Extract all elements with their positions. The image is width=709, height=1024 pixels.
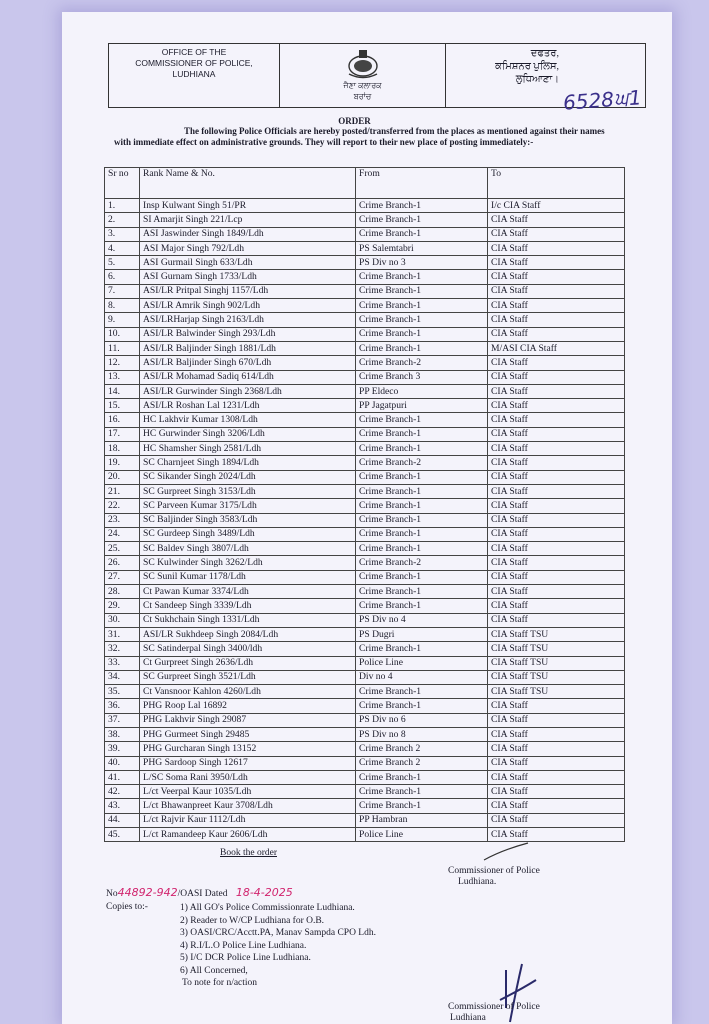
cell-from: Crime Branch-1 — [356, 699, 488, 713]
cell-rank-name: PHG Sardoop Singh 12617 — [140, 756, 356, 770]
order-intro: The following Police Officials are hereby posted/transferred from the places as mentioned against their names with immediate effect on administrative grounds. They will report to their new place of posting immediately:- — [114, 126, 605, 147]
cell-to: CIA Staff TSU — [488, 642, 625, 656]
police-emblem-icon — [343, 48, 383, 80]
table-row — [105, 241, 625, 255]
cell-from: Crime Branch-2 — [356, 456, 488, 470]
table-row — [105, 570, 625, 584]
cell-from: Div no 4 — [356, 670, 488, 684]
office-line: OFFICE OF THE — [161, 47, 227, 57]
table-row — [105, 270, 625, 284]
cell-sr-no: 43. — [105, 799, 140, 813]
commissioner-city: Ludhiana — [450, 1013, 486, 1023]
table-row — [105, 313, 625, 327]
table-row — [105, 599, 625, 613]
table-row — [105, 627, 625, 641]
table-row — [105, 256, 625, 270]
table-row — [105, 642, 625, 656]
table-row — [105, 427, 625, 441]
cell-rank-name: ASI/LRHarjap Singh 2163/Ldh — [140, 313, 356, 327]
transfer-table — [104, 167, 625, 842]
cell-rank-name: Ct Gurpreet Singh 2636/Ldh — [140, 656, 356, 670]
cell-sr-no: 22. — [105, 499, 140, 513]
copies-label: Copies to:- — [106, 902, 148, 912]
cell-sr-no: 10. — [105, 327, 140, 341]
table-row — [105, 713, 625, 727]
cell-from: Crime Branch 2 — [356, 756, 488, 770]
gurmukhi-line: ਕਮਿਸ਼ਨਰ ਪੁਲਿਸ, — [495, 61, 559, 72]
cell-rank-name: PHG Lakhvir Singh 29087 — [140, 713, 356, 727]
cell-to: CIA Staff — [488, 356, 625, 370]
no-suffix: /OASI Dated — [177, 889, 228, 899]
cell-from: Crime Branch-1 — [356, 499, 488, 513]
cell-rank-name: SC Parveen Kumar 3175/Ldh — [140, 499, 356, 513]
cell-from: Crime Branch-1 — [356, 213, 488, 227]
handwritten-file-number: 6528ਘ1 — [562, 85, 643, 115]
cell-sr-no: 12. — [105, 356, 140, 370]
table-row — [105, 299, 625, 313]
handwritten-dispatch-number: 44892-942 — [117, 886, 178, 899]
cell-from: Crime Branch-1 — [356, 570, 488, 584]
no-prefix: No — [106, 889, 118, 899]
cell-from: PS Div no 6 — [356, 713, 488, 727]
cell-sr-no: 39. — [105, 742, 140, 756]
book-the-order: Book the order — [220, 848, 277, 858]
commissioner-title: Commissioner of Police — [448, 866, 540, 876]
cell-from: Crime Branch-1 — [356, 341, 488, 355]
cell-from: Crime Branch-1 — [356, 770, 488, 784]
cell-to: CIA Staff — [488, 742, 625, 756]
table-row — [105, 442, 625, 456]
cell-to: CIA Staff — [488, 413, 625, 427]
cell-rank-name: SC Baldev Singh 3807/Ldh — [140, 542, 356, 556]
cell-to: CIA Staff — [488, 556, 625, 570]
cell-rank-name: SC Gurpreet Singh 3153/Ldh — [140, 484, 356, 498]
cell-to: CIA Staff — [488, 241, 625, 255]
cell-to: CIA Staff — [488, 828, 625, 842]
cell-from: Crime Branch-1 — [356, 785, 488, 799]
cell-from: PP Eldeco — [356, 384, 488, 398]
cell-rank-name: SC Gurpreet Singh 3521/Ldh — [140, 670, 356, 684]
table-row — [105, 799, 625, 813]
cell-rank-name: HC Gurwinder Singh 3206/Ldh — [140, 427, 356, 441]
cell-sr-no: 16. — [105, 413, 140, 427]
cell-to: CIA Staff — [488, 456, 625, 470]
cell-from: Crime Branch-1 — [356, 199, 488, 213]
header-from: From — [356, 168, 488, 199]
cell-sr-no: 4. — [105, 241, 140, 255]
cell-to: CIA Staff — [488, 527, 625, 541]
table-row — [105, 785, 625, 799]
cell-to: CIA Staff — [488, 813, 625, 827]
cell-sr-no: 25. — [105, 542, 140, 556]
table-row — [105, 756, 625, 770]
cell-sr-no: 24. — [105, 527, 140, 541]
cell-sr-no: 40. — [105, 756, 140, 770]
table-header-row — [105, 168, 625, 199]
cell-from: Crime Branch-2 — [356, 556, 488, 570]
cell-to: CIA Staff — [488, 327, 625, 341]
cell-sr-no: 7. — [105, 284, 140, 298]
cell-rank-name: SC Satinderpal Singh 3400/ldh — [140, 642, 356, 656]
cell-sr-no: 32. — [105, 642, 140, 656]
cell-from: Police Line — [356, 656, 488, 670]
cell-sr-no: 14. — [105, 384, 140, 398]
cell-rank-name: ASI/LR Roshan Lal 1231/Ldh — [140, 399, 356, 413]
cell-sr-no: 15. — [105, 399, 140, 413]
table-row — [105, 613, 625, 627]
branch-name-line: ਬਰਾਂਚ — [353, 92, 372, 101]
table-row — [105, 213, 625, 227]
cell-to: CIA Staff — [488, 470, 625, 484]
cell-from: Crime Branch-1 — [356, 527, 488, 541]
dispatch-number-line — [106, 886, 293, 899]
header-to: To — [488, 168, 625, 199]
table-row — [105, 484, 625, 498]
cell-rank-name: Insp Kulwant Singh 51/PR — [140, 199, 356, 213]
table-body — [105, 199, 625, 842]
cell-sr-no: 28. — [105, 585, 140, 599]
cell-rank-name: L/ct Rajvir Kaur 1112/Ldh — [140, 813, 356, 827]
header-rank-name: Rank Name & No. — [140, 168, 356, 199]
copy-item: 4) R.I/L.O Police Line Ludhiana. — [180, 940, 307, 951]
table-row — [105, 227, 625, 241]
table-row — [105, 413, 625, 427]
office-name — [109, 44, 280, 107]
cell-to: CIA Staff — [488, 770, 625, 784]
cell-rank-name: HC Lakhvir Kumar 1308/Ldh — [140, 413, 356, 427]
commissioner-signature-block — [448, 866, 540, 888]
cell-to: CIA Staff TSU — [488, 627, 625, 641]
cell-to: M/ASI CIA Staff — [488, 341, 625, 355]
cell-sr-no: 2. — [105, 213, 140, 227]
cell-from: Crime Branch-1 — [356, 442, 488, 456]
cell-sr-no: 33. — [105, 656, 140, 670]
cell-to: CIA Staff — [488, 256, 625, 270]
table-row — [105, 556, 625, 570]
cell-sr-no: 31. — [105, 627, 140, 641]
table-row — [105, 499, 625, 513]
cell-from: PS Div no 8 — [356, 727, 488, 741]
table-row — [105, 284, 625, 298]
cell-from: PS Div no 4 — [356, 613, 488, 627]
cell-rank-name: PHG Roop Lal 16892 — [140, 699, 356, 713]
gurmukhi-line: ਲੁਧਿਆਣਾ। — [515, 74, 559, 85]
commissioner-title: Commissioner of Police — [448, 1002, 540, 1012]
cell-rank-name: ASI/LR Pritpal Singhj 1157/Ldh — [140, 284, 356, 298]
cell-sr-no: 34. — [105, 670, 140, 684]
table-row — [105, 527, 625, 541]
cell-sr-no: 11. — [105, 341, 140, 355]
cell-rank-name: ASI/LR Baljinder Singh 670/Ldh — [140, 356, 356, 370]
table-row — [105, 742, 625, 756]
cell-rank-name: HC Shamsher Singh 2581/Ldh — [140, 442, 356, 456]
cell-rank-name: SC Sunil Kumar 1178/Ldh — [140, 570, 356, 584]
cell-rank-name: ASI Gurmail Singh 633/Ldh — [140, 256, 356, 270]
cell-to: CIA Staff — [488, 213, 625, 227]
cell-to: CIA Staff — [488, 713, 625, 727]
copy-item: 5) I/C DCR Police Line Ludhiana. — [180, 953, 311, 963]
cell-from: Crime Branch-1 — [356, 585, 488, 599]
cell-sr-no: 1. — [105, 199, 140, 213]
cell-to: CIA Staff — [488, 284, 625, 298]
cell-to: CIA Staff — [488, 585, 625, 599]
cell-to: CIA Staff — [488, 542, 625, 556]
office-line: LUDHIANA — [172, 69, 216, 79]
commissioner-signature-block-2 — [448, 1002, 540, 1024]
cell-from: Crime Branch-1 — [356, 327, 488, 341]
cell-rank-name: L/SC Soma Rani 3950/Ldh — [140, 770, 356, 784]
table-row — [105, 470, 625, 484]
cell-sr-no: 23. — [105, 513, 140, 527]
cell-to: CIA Staff — [488, 756, 625, 770]
copy-item: 3) OASI/CRC/Acctt.PA, Manav Sampda CPO Ldh. — [180, 928, 376, 938]
cell-rank-name: ASI/LR Amrik Singh 902/Ldh — [140, 299, 356, 313]
cell-to: CIA Staff — [488, 384, 625, 398]
cell-sr-no: 20. — [105, 470, 140, 484]
table-row — [105, 399, 625, 413]
cell-sr-no: 45. — [105, 828, 140, 842]
cell-to: CIA Staff TSU — [488, 656, 625, 670]
cell-rank-name: SC Charnjeet Singh 1894/Ldh — [140, 456, 356, 470]
cell-sr-no: 37. — [105, 713, 140, 727]
table-row — [105, 813, 625, 827]
cell-from: Crime Branch-1 — [356, 799, 488, 813]
cell-sr-no: 30. — [105, 613, 140, 627]
cell-from: Police Line — [356, 828, 488, 842]
cell-to: CIA Staff TSU — [488, 670, 625, 684]
table-row — [105, 327, 625, 341]
table-row — [105, 770, 625, 784]
cell-rank-name: ASI/LR Baljinder Singh 1881/Ldh — [140, 341, 356, 355]
cell-rank-name: L/ct Veerpal Kaur 1035/Ldh — [140, 785, 356, 799]
cell-rank-name: L/ct Bhawanpreet Kaur 3708/Ldh — [140, 799, 356, 813]
cell-from: Crime Branch-1 — [356, 270, 488, 284]
cell-from: PP Jagatpuri — [356, 399, 488, 413]
cell-from: Crime Branch-1 — [356, 313, 488, 327]
cell-to: CIA Staff — [488, 499, 625, 513]
cell-from: PS Salemtabri — [356, 241, 488, 255]
cell-rank-name: ASI/LR Sukhdeep Singh 2084/Ldh — [140, 627, 356, 641]
cell-to: CIA Staff — [488, 599, 625, 613]
emblem-cell — [280, 44, 446, 107]
cell-to: CIA Staff — [488, 484, 625, 498]
table-row — [105, 828, 625, 842]
copies-list — [180, 902, 376, 990]
cell-rank-name: Ct Sandeep Singh 3339/Ldh — [140, 599, 356, 613]
cell-rank-name: ASI Jaswinder Singh 1849/Ldh — [140, 227, 356, 241]
cell-from: Crime Branch-1 — [356, 284, 488, 298]
table-row — [105, 699, 625, 713]
cell-sr-no: 35. — [105, 685, 140, 699]
cell-to: CIA Staff — [488, 513, 625, 527]
cell-sr-no: 13. — [105, 370, 140, 384]
branch-name-line: ਜੈਣਾ ਕਲਾਰਕ — [343, 81, 382, 90]
cell-sr-no: 42. — [105, 785, 140, 799]
cell-to: CIA Staff — [488, 699, 625, 713]
cell-from: Crime Branch-1 — [356, 685, 488, 699]
cell-sr-no: 26. — [105, 556, 140, 570]
cell-sr-no: 29. — [105, 599, 140, 613]
cell-to: CIA Staff — [488, 727, 625, 741]
cell-sr-no: 18. — [105, 442, 140, 456]
table-row — [105, 370, 625, 384]
cell-from: PS Div no 3 — [356, 256, 488, 270]
cell-to: CIA Staff — [488, 227, 625, 241]
cell-sr-no: 41. — [105, 770, 140, 784]
cell-from: Crime Branch-1 — [356, 642, 488, 656]
order-title: ORDER — [338, 116, 371, 126]
cell-from: PP Hambran — [356, 813, 488, 827]
cell-rank-name: SC Gurdeep Singh 3489/Ldh — [140, 527, 356, 541]
cell-rank-name: ASI/LR Mohamad Sadiq 614/Ldh — [140, 370, 356, 384]
cell-sr-no: 36. — [105, 699, 140, 713]
cell-from: Crime Branch-1 — [356, 513, 488, 527]
cell-from: Crime Branch-1 — [356, 470, 488, 484]
signature-stroke-icon — [482, 840, 532, 862]
cell-rank-name: SC Baljinder Singh 3583/Ldh — [140, 513, 356, 527]
table-row — [105, 199, 625, 213]
cell-from: Crime Branch-1 — [356, 599, 488, 613]
cell-from: Crime Branch 2 — [356, 742, 488, 756]
cell-rank-name: Ct Vansnoor Kahlon 4260/Ldh — [140, 685, 356, 699]
cell-to: CIA Staff — [488, 313, 625, 327]
cell-sr-no: 6. — [105, 270, 140, 284]
gurmukhi-line: ਦਫਤਰ, — [530, 48, 559, 59]
cell-sr-no: 5. — [105, 256, 140, 270]
table-row — [105, 356, 625, 370]
cell-sr-no: 19. — [105, 456, 140, 470]
cell-from: Crime Branch-1 — [356, 299, 488, 313]
cell-to: CIA Staff — [488, 370, 625, 384]
cell-to: CIA Staff — [488, 613, 625, 627]
table-row — [105, 585, 625, 599]
table-row — [105, 341, 625, 355]
cell-sr-no: 8. — [105, 299, 140, 313]
table-row — [105, 670, 625, 684]
table-row — [105, 656, 625, 670]
table-row — [105, 727, 625, 741]
cell-rank-name: Ct Sukhchain Singh 1331/Ldh — [140, 613, 356, 627]
cell-to: CIA Staff — [488, 427, 625, 441]
cell-to: I/c CIA Staff — [488, 199, 625, 213]
cell-rank-name: ASI/LR Balwinder Singh 293/Ldh — [140, 327, 356, 341]
copy-item: 6) All Concerned, — [180, 965, 248, 976]
table-row — [105, 542, 625, 556]
cell-from: Crime Branch-1 — [356, 484, 488, 498]
cell-sr-no: 44. — [105, 813, 140, 827]
cell-rank-name: ASI Gurnam Singh 1733/Ldh — [140, 270, 356, 284]
cell-sr-no: 21. — [105, 484, 140, 498]
cell-to: CIA Staff — [488, 799, 625, 813]
copy-item: 2) Reader to W/CP Ludhiana for O.B. — [180, 915, 325, 926]
cell-rank-name: PHG Gurcharan Singh 13152 — [140, 742, 356, 756]
cell-to: CIA Staff — [488, 785, 625, 799]
cell-rank-name: ASI/LR Gurwinder Singh 2368/Ldh — [140, 384, 356, 398]
cell-from: PS Dugri — [356, 627, 488, 641]
cell-rank-name: ASI Major Singh 792/Ldh — [140, 241, 356, 255]
cell-from: Crime Branch-1 — [356, 542, 488, 556]
cell-to: CIA Staff — [488, 270, 625, 284]
cell-from: Crime Branch-1 — [356, 427, 488, 441]
cell-rank-name: Ct Pawan Kumar 3374/Ldh — [140, 585, 356, 599]
cell-sr-no: 9. — [105, 313, 140, 327]
cell-from: Crime Branch 3 — [356, 370, 488, 384]
cell-from: Crime Branch-2 — [356, 356, 488, 370]
commissioner-city: Ludhiana. — [458, 877, 497, 887]
cell-sr-no: 38. — [105, 727, 140, 741]
cell-to: CIA Staff — [488, 570, 625, 584]
handwritten-date: 18-4-2025 — [235, 886, 293, 899]
cell-rank-name: SC Kulwinder Singh 3262/Ldh — [140, 556, 356, 570]
copy-item: 1) All GO's Police Commissionrate Ludhiana. — [180, 903, 355, 913]
cell-to: CIA Staff TSU — [488, 685, 625, 699]
cell-rank-name: PHG Gurmeet Singh 29485 — [140, 727, 356, 741]
cell-to: CIA Staff — [488, 299, 625, 313]
cell-sr-no: 3. — [105, 227, 140, 241]
cell-rank-name: SI Amarjit Singh 221/Lcp — [140, 213, 356, 227]
table-row — [105, 456, 625, 470]
table-row — [105, 384, 625, 398]
copy-item: To note for n/action — [182, 978, 258, 988]
cell-rank-name: L/ct Ramandeep Kaur 2606/Ldh — [140, 828, 356, 842]
cell-to: CIA Staff — [488, 399, 625, 413]
cell-from: Crime Branch-1 — [356, 227, 488, 241]
cell-rank-name: SC Sikander Singh 2024/Ldh — [140, 470, 356, 484]
table-row — [105, 685, 625, 699]
table-row — [105, 513, 625, 527]
cell-from: Crime Branch-1 — [356, 413, 488, 427]
header-sr-no: Sr no — [105, 168, 140, 199]
office-line: COMMISSIONER OF POLICE, — [135, 58, 253, 68]
cell-to: CIA Staff — [488, 442, 625, 456]
cell-sr-no: 27. — [105, 570, 140, 584]
cell-sr-no: 17. — [105, 427, 140, 441]
